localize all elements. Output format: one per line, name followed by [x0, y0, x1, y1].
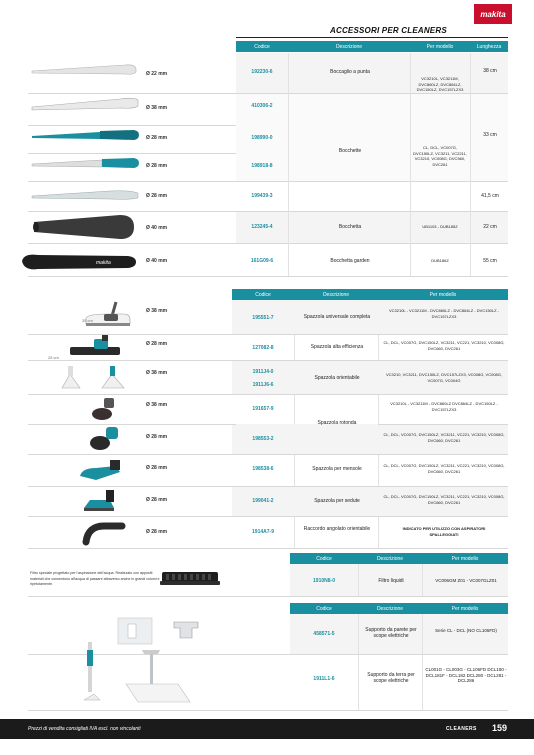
product-code: 458571-5: [313, 631, 335, 637]
table2-header: [232, 289, 508, 300]
long-nozzle-image: [30, 186, 142, 204]
product-description: Spazzola per sedute: [314, 498, 360, 504]
col-divider: [422, 564, 423, 596]
title-rule: [236, 37, 508, 38]
compatible-models: VC3210L - VC3211M - DVC860LZ - DVC864LZ - DVC150LZ - DVC157LZX3: [388, 308, 500, 319]
table4-col-description: Descrizione: [376, 605, 404, 612]
row-divider: [28, 548, 508, 549]
row-divider: [28, 181, 508, 182]
compatible-models: VC3210, VC3211, DVC150LZ, DVC157LZX3, VC008G, VC008G, VC007G, VC004G: [386, 372, 502, 383]
footer-section: CLEANERS: [446, 726, 477, 732]
product-description: Spazzola per mensole: [312, 466, 362, 472]
compatible-models: VC3210L, VC3211M, DVC860LZ, DVC864LZ, DVC150LZ, DVC157LZX3: [416, 76, 464, 92]
table1-header: [236, 41, 508, 52]
length-value: 38 cm: [483, 68, 497, 74]
col-divider: [358, 564, 359, 596]
product-code: 1911J4-0: [252, 369, 274, 375]
product-description: Bocchetta garden: [330, 258, 370, 264]
product-code: 199041-2: [252, 498, 274, 504]
product-code: 198553-2: [252, 436, 274, 442]
row-divider: [28, 424, 236, 425]
diameter-label: Ø 28 mm: [146, 465, 168, 471]
product-description: Bocchette: [338, 148, 362, 154]
diameter-label: Ø 28 mm: [146, 341, 168, 347]
length-value: 55 cm: [483, 258, 497, 264]
length-value: 22 cm: [483, 224, 497, 230]
product-code: 1914A7-9: [252, 529, 274, 535]
col-divider: [470, 53, 471, 276]
angled-connector-image: [82, 518, 128, 546]
table4-col-model: Per modello: [451, 605, 479, 612]
table1-col-code: Codice: [254, 43, 270, 50]
product-code: 192230-6: [251, 69, 273, 75]
table1-col-length: Lunghezza: [476, 43, 502, 50]
diameter-label: Ø 38 mm: [146, 308, 168, 314]
row-divider: [28, 276, 508, 277]
product-description: Raccordo angolato orientabile: [303, 526, 371, 532]
product-description: Supporto da parete per scope elettriche: [365, 627, 417, 639]
page-title: ACCESSORI PER CLEANERS: [330, 26, 447, 35]
compatible-models: UB1103 - DUB185Z: [422, 224, 458, 229]
table4-header: [290, 603, 508, 614]
product-description: Boccaglio a punta: [330, 69, 370, 75]
table3-col-description: Descrizione: [376, 555, 404, 562]
svg-text:makita: makita: [96, 260, 111, 266]
diameter-label: Ø 28 mm: [146, 497, 168, 503]
product-description: Filtro liquidi: [378, 578, 404, 584]
liquid-filter-image: [160, 566, 222, 588]
product-description: Supporto da terra per scope elettriche: [367, 672, 415, 684]
product-code: 1911L1-6: [313, 676, 335, 682]
diameter-label: Ø 28 mm: [146, 529, 168, 535]
liquid-filter-note: Filtro speciale progettato per l'aspirazione dell'acqua. Realizzato con appositi materiali che consentono all'acqua di passare attraverso anche in grandi volumi e ripetutamente.: [30, 571, 160, 586]
diameter-label: Ø 22 mm: [146, 71, 168, 77]
length-value: 33 cm: [483, 132, 497, 138]
garden-nozzle-image: [18, 247, 140, 273]
seat-brush-image: [80, 488, 126, 514]
round-brush-dark-image: [88, 396, 124, 422]
nozzle-teal-image: [30, 126, 142, 144]
col-divider: [422, 614, 423, 710]
product-code: 191657-9: [252, 406, 274, 412]
compatible-models: VC3210L - VC3211M - DVC860LZ DVC864LZ - DVC150LZ - DVC157LZX3: [390, 401, 498, 412]
length-value: 41,5 cm: [481, 193, 499, 199]
product-description: Spazzola rotonda: [317, 420, 357, 426]
diameter-label: Ø 38 mm: [146, 105, 168, 111]
product-code: 410306-2: [251, 103, 273, 109]
orientable-brush-image: [56, 362, 136, 392]
product-description: Spazzola alta efficienza: [310, 344, 364, 350]
diameter-label: Ø 28 mm: [146, 193, 168, 199]
compatible-models: CL, DCL, VC007G, DVC150LZ, VC3211, VC2211, VC3210, VC008G, DVC560, DVC261: [413, 145, 467, 167]
product-code: 161G09-6: [250, 258, 274, 264]
col-divider: [410, 53, 411, 276]
col-divider: [358, 614, 359, 710]
product-code: 198918-8: [251, 163, 273, 169]
row-divider: [28, 486, 508, 487]
makita-logo: makita: [474, 4, 512, 24]
blower-nozzle-image: [30, 212, 140, 242]
diameter-label: Ø 28 mm: [146, 163, 168, 169]
high-efficiency-brush-image: [60, 335, 130, 359]
row-divider: [28, 596, 508, 597]
diameter-label: Ø 38 mm: [146, 370, 168, 376]
page-number: 159: [492, 723, 508, 733]
compatible-models: CL, DCL, VC007G, DVC150LZ, VC3211, VC221, VC3210, VC008G, DVC660, DVC261: [383, 340, 505, 351]
diameter-label: Ø 28 mm: [146, 434, 168, 440]
crevice-nozzle-22-image: [30, 62, 140, 78]
table1-col-model: Per modello: [426, 43, 454, 50]
crevice-nozzle-38-image: [30, 94, 142, 114]
row-divider: [378, 424, 508, 425]
product-description: Spazzola orientabile: [314, 375, 360, 381]
compatible-models: CL, DCL, VC007G, DVC150LZ, VC3211, VC221, VC3210, VC008G, DVC660, DVC261: [383, 432, 505, 443]
dimension-label: 35 cm: [82, 318, 93, 323]
table1-col-description: Descrizione: [335, 43, 363, 50]
table2-col-code: Codice: [255, 291, 271, 298]
table3-col-model: Per modello: [451, 555, 479, 562]
compatible-models: CL, DCL, VC007G, DVC150LZ, VC3211, VC221, VC3210, VC008G, DVC660, DVC261: [383, 494, 505, 505]
footer-disclaimer: Prezzi di vendita consigliati IVA escl. non vincolanti: [28, 726, 141, 732]
table3-col-code: Codice: [316, 555, 332, 562]
product-code: 1911J6-6: [252, 382, 274, 388]
row-divider: [28, 394, 508, 395]
dimension-label: 28 cm: [48, 355, 59, 360]
compatible-models: CL, DCL, VC007G, DVC150LZ, VC3211, VC221, VC3210, VC008G, DVC660, DVC261: [383, 463, 505, 474]
table4-col-code: Codice: [316, 605, 332, 612]
floor-stand-image: [82, 640, 212, 712]
product-description: Bocchetta: [338, 224, 362, 230]
nozzle-grey-image: [30, 154, 142, 172]
product-code: 1910N8-0: [313, 578, 335, 584]
product-code: 198538-6: [252, 466, 274, 472]
row-divider: [28, 360, 508, 361]
compatible-models: CL001G - CL003G - CL106FD DCL180 - DCL181F - DCL182 DCL280 - DCL281 - DCL286: [425, 667, 507, 683]
compatible-models: Serie CL - DCL (NO CL106FD): [435, 628, 497, 633]
product-code: 198990-0: [251, 135, 273, 141]
compatible-models: DUB186Z: [431, 258, 449, 263]
diameter-label: Ø 28 mm: [146, 135, 168, 141]
universal-brush-image: [78, 300, 138, 334]
row-divider: [28, 516, 508, 517]
product-code: 127082-8: [252, 345, 274, 351]
compatible-models: INDICATO PER UTILIZZO CON ASPIRATORI SPALLEGGIATI: [402, 526, 486, 537]
product-code: 195551-7: [252, 315, 274, 321]
table2-col-description: Descrizione: [322, 291, 350, 298]
compatible-models: VC006GM Z01 - VC007GLZ01: [435, 578, 497, 583]
table3-header: [290, 553, 508, 564]
diameter-label: Ø 38 mm: [146, 402, 168, 408]
diameter-label: Ø 40 mm: [146, 258, 168, 264]
row-divider: [28, 243, 508, 244]
product-code: 199439-3: [251, 193, 273, 199]
row-divider: [28, 454, 508, 455]
product-description: Spazzola universale completa: [303, 314, 371, 320]
diameter-label: Ø 40 mm: [146, 225, 168, 231]
round-brush-teal-image: [86, 425, 126, 453]
table2-col-model: Per modello: [429, 291, 457, 298]
product-code: 123245-4: [251, 224, 273, 230]
shelf-brush-image: [76, 456, 126, 484]
col-divider: [288, 53, 289, 276]
